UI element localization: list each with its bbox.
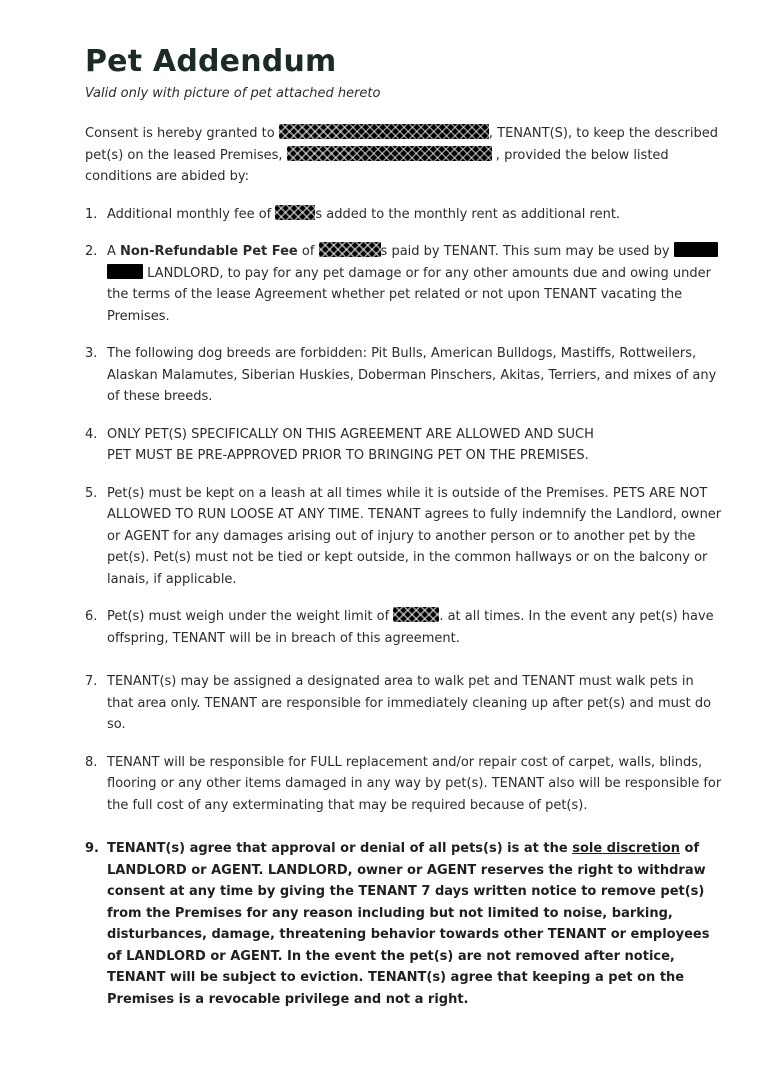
list-item-4	[85, 424, 722, 467]
item-number: 8.	[85, 754, 98, 770]
intro-text-2: , TENANT(S), to keep the described pet(s) on the leased Premises,	[85, 126, 718, 163]
item-9-underlined-phrase: sole discretion	[572, 841, 680, 856]
redaction-premises-address	[287, 146, 492, 161]
item-number: 5.	[85, 485, 98, 501]
item-number: 3.	[85, 346, 98, 361]
item-text: The following dog breeds are forbidden: Pit Bulls, American Bulldogs, Mastiffs, Rottweilers, Alaskan Malamutes, Siberian Huskies, Doberman Pinschers, Akitas, Terriers, and mixes of any of these breeds.	[107, 346, 717, 404]
redaction-pet-fee	[319, 242, 381, 257]
item-6-text-pre: Pet(s) must weigh under the weight limit of	[107, 609, 394, 624]
item-2-text-post2: LANDLORD, to pay for any pet damage or for any other amounts due and owing under the terms of the lease Agreement whether pet related or not upon TENANT vacating the Premises.	[107, 265, 712, 324]
item-number: 4.	[85, 426, 98, 442]
redaction-monthly-fee	[275, 205, 315, 220]
list-item-8	[85, 752, 722, 817]
item-number: 7.	[85, 674, 98, 689]
list-item-5	[85, 483, 722, 591]
document-subtitle: Valid only with picture of pet attached hereto	[85, 86, 381, 101]
redaction-tenant-name	[279, 124, 489, 139]
redaction-weight-limit	[393, 607, 439, 622]
list-item-1	[85, 204, 722, 226]
intro-paragraph	[85, 123, 722, 188]
item-text	[107, 838, 722, 1010]
item-text	[107, 204, 722, 226]
item-number: 1.	[85, 206, 98, 222]
item-1-text-pre: Additional monthly fee of	[107, 206, 276, 222]
item-2-text-post1: s paid by TENANT. This sum may be used by	[380, 244, 674, 259]
item-number: 9.	[85, 841, 99, 856]
item-text	[107, 606, 722, 649]
list-item-7	[85, 671, 722, 736]
list-item-9	[85, 838, 722, 1010]
item-2-text-pre: A	[107, 244, 121, 259]
intro-text-3: , provided the below listed conditions are abided by:	[85, 147, 669, 184]
item-text	[107, 424, 722, 467]
redaction-landlord-name-2	[107, 264, 143, 279]
list-item-2	[85, 241, 722, 327]
item-text: TENANT will be responsible for FULL replacement and/or repair cost of carpet, walls, blinds, flooring or any other items damaged in any way by pet(s). TENANT also will be responsible for the full cost of any exterminating that may be required because of pet(s).	[107, 754, 722, 813]
item-9-text-pre: TENANT(s) agree that approval or denial of all pets(s) is at the	[107, 841, 573, 856]
item-text: Pet(s) must be kept on a leash at all times while it is outside of the Premises. PETS ARE NOT ALLOWED TO RUN LOOSE AT ANY TIME. TENANT agrees to fully indemnify the Landlord, owner or AGENT for any damages arising out of injury to another person or to another pet by the pet(s). Pet(s) must not be tied or kept outside, in the common hallways or on the balcony or lanais, if applicable.	[107, 485, 722, 587]
list-item-3	[85, 343, 722, 408]
item-number: 6.	[85, 609, 98, 624]
item-number: 2.	[85, 244, 98, 259]
page-title: Pet Addendum	[85, 44, 337, 79]
item-4-line-2: PET MUST BE PRE-APPROVED PRIOR TO BRINGING PET ON THE PREMISES.	[107, 448, 589, 463]
item-1-text-post: s added to the monthly rent as additional rent.	[315, 206, 621, 222]
item-6-text-post: . at all times. In the event any pet(s) have offspring, TENANT will be in breach of this agreement.	[107, 609, 714, 646]
conditions-list	[85, 204, 722, 1011]
item-2-bold-phrase: Non-Refundable Pet Fee	[120, 244, 298, 259]
list-item-6	[85, 606, 722, 649]
redaction-landlord-name-1	[674, 242, 718, 257]
item-4-line-1: ONLY PET(S) SPECIFICALLY ON THIS AGREEMENT ARE ALLOWED AND SUCH	[107, 426, 594, 442]
item-2-text-mid: of	[297, 244, 319, 259]
item-text	[107, 241, 722, 327]
intro-text-1: Consent is hereby granted to	[85, 126, 279, 141]
item-9-text-post: of LANDLORD or AGENT. LANDLORD, owner or AGENT reserves the right to withdraw consent at any time by giving the TENANT 7 days written notice to remove pet(s) from the Premises for any reason including but not limited to noise, barking, disturbances, damage, threatening behavior towards other TENANT or employees of LANDLORD or AGENT. In the event the pet(s) are not removed after notice, TENANT will be subject to eviction. TENANT(s) agree that keeping a pet on the Premises is a revocable privilege and not a right.	[107, 841, 710, 1007]
item-text: TENANT(s) may be assigned a designated area to walk pet and TENANT must walk pets in that area only. TENANT are responsible for immediately cleaning up after pet(s) and must do so.	[107, 674, 712, 732]
